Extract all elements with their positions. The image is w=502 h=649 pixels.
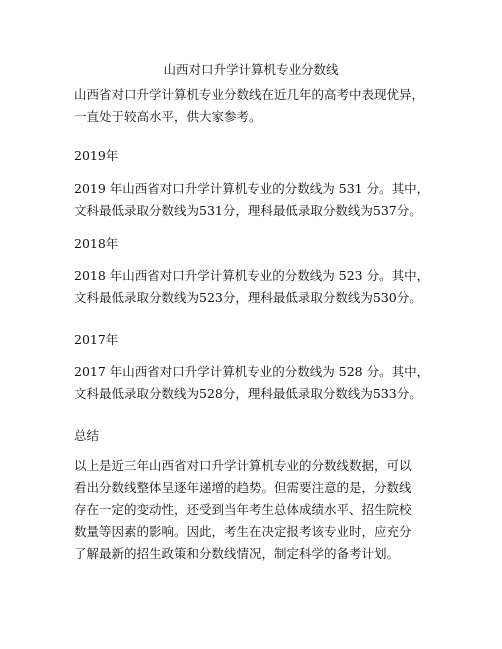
section-paragraph-2018 [74,265,446,309]
summary-heading: 总结 [74,428,100,443]
section-line: 文科最低录取分数线为531分，理科最低录取分数线为537分。 [74,203,422,218]
section-line: 2017 年山西省对口升学计算机专业的分数线为 528 分。其中， [74,364,430,379]
summary-line: 以上是近三年山西省对口升学计算机专业的分数线数据，可以 [74,458,412,473]
summary-line: 看出分数线整体呈逐年递增的趋势。但需要注意的是，分数线 [74,480,412,495]
document-title: 山西对口升学计算机专业分数线 [163,62,339,77]
section-line: 文科最低录取分数线为523分，理科最低录取分数线为530分。 [74,290,422,305]
section-paragraph-2017 [74,361,446,405]
section-line: 2018 年山西省对口升学计算机专业的分数线为 523 分。其中， [74,268,430,283]
section-line: 文科最低录取分数线为528分，理科最低录取分数线为533分。 [74,386,422,401]
summary-line: 了解最新的招生政策和分数线情况，制定科学的备考计划。 [74,546,400,561]
section-line: 2019 年山西省对口升学计算机专业的分数线为 531 分。其中， [74,181,430,196]
intro-line: 山西省对口升学计算机专业分数线在近几年的高考中表现优异， [74,87,425,102]
section-heading-2019: 2019年 [74,148,119,163]
intro-line: 一直处于较高水平，供大家参考。 [74,109,262,124]
section-heading-2017: 2017年 [74,332,119,347]
section-paragraph-2019 [74,178,446,222]
summary-paragraph [74,455,446,565]
intro-paragraph [74,84,446,128]
section-heading-2018: 2018年 [74,236,119,251]
summary-line: 存在一定的变动性，还受到当年考生总体成绩水平、招生院校 [74,502,412,517]
summary-line: 数量等因素的影响。因此，考生在决定报考该专业时，应充分 [74,524,412,539]
